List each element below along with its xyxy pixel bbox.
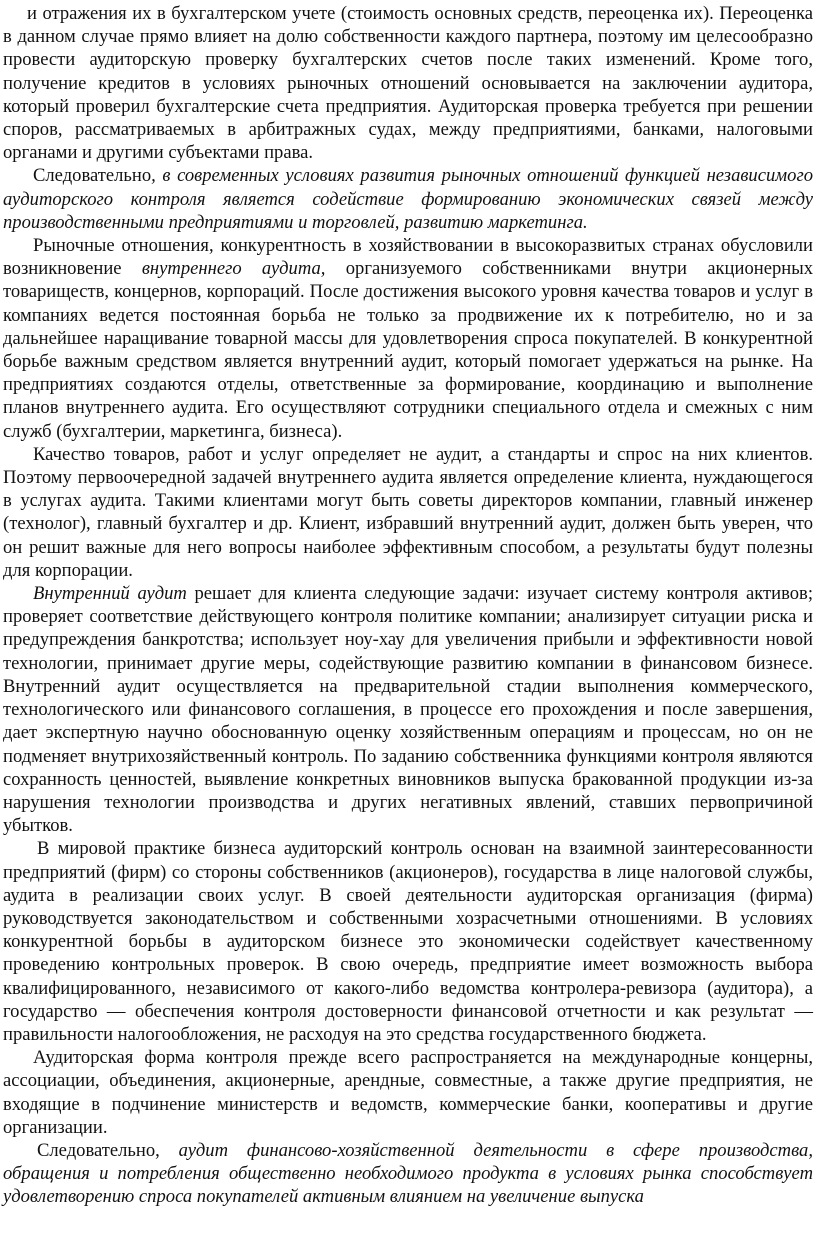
paragraph-5 [3, 582, 813, 837]
paragraph-8-italic-thesis: аудит финансово-хозяйственной деятельности в сфере производства, обращения и потребления общественно необходимого продукта в условиях рынка способствует удовлетворению спроса покупателей активным влиянием на увеличение выпуска [3, 1139, 813, 1208]
paragraph-6-text: В мировой практике бизнеса аудиторский контроль основан на взаимной заинтересованности предприятий (фирм) со стороны собственников (акционеров), государства в лице налоговой службы, аудита в реализации своих услуг. В своей деятельности аудиторская организация (фирма) руководствуется законодательством и собственными хозрасчетными отношениями. В условиях конкурентной борьбы в аудиторском бизнесе это экономически содействует качественному проведению контрольных проверок. В свою очередь, предприятие имеет возможность выбора квалифицированного, независимого от какого-либо ведомства контролера-ревизора (аудитора), а государство — обеспечения контроля достоверности финансовой отчетности и как результат — правильности налогообложения, не расходуя на это средства государственного бюджета. [3, 838, 813, 1045]
paragraph-8-lead: Следовательно, [37, 1139, 179, 1161]
paragraph-3-text-a: Рыночные отношения, конкурентность в хозяйствовании в высокоразвитых странах обусловили возникновение [3, 235, 813, 280]
paragraph-4 [3, 443, 813, 582]
paragraph-2 [3, 164, 813, 234]
paragraph-5-italic-term: Внутренний аудит [33, 583, 187, 605]
paragraph-2-lead: Следовательно [33, 165, 152, 187]
paragraph-7 [3, 1046, 813, 1139]
paragraph-3-italic-term: внутреннего аудита, [141, 258, 326, 280]
paragraph-5-text: решает для клиента следующие задачи: изучает систему контроля активов; проверяет соответствие действующего контроля политике компании; анализирует ситуации риска и предупреждения банкротства; использует ноу-хау для увеличения прибыли и эффективности новой технологии, принимает другие меры, содействующие развитию компании в финансовом бизнесе. Внутренний аудит осуществляется на предварительной стадии выполнения коммерческого, технологического или финансового соглашения, в процессе его прохождения и после завершения, дает экспертную научно обоснованную оценку хозяйственным операциям и процессам, но он не подменяет внутрихозяйственный контроль. По заданию собственника функциями контроля являются сохранность ценностей, выявление конкретных виновников выпуска бракованной продукции из-за нарушения технологии производства и других негативных явлений, ставших первопричиной убытков. [3, 583, 813, 837]
paragraph-4-text: Качество товаров, работ и услуг определяет не аудит, а стандарты и спрос на них клиентов. Поэтому первоочередной задачей внутреннего аудита является определение клиента, нуждающегося в услугах аудита. Такими клиентами могут быть советы директоров компании, главный инженер (технолог), главный бухгалтер и др. Клиент, избравший внутренний аудит, должен быть уверен, что он решит важные для него вопросы наиболее эффективным способом, а результаты будут полезны для корпорации. [3, 443, 813, 581]
paragraph-7-text: Аудиторская форма контроля прежде всего распространяется на международные концерны, ассоциации, объединения, акционерные, арендные, совместные, а также другие предприятия, не входящие в подчинение министерств и ведомств, коммерческие банки, кооперативы и другие организации. [3, 1047, 813, 1138]
paragraph-3-text-b: организуемого собственниками внутри акционерных товариществ, концернов, корпораций. После достижения высокого уровня качества товаров и услуг в компаниях ведется постоянная борьба не только за продвижение их к потребителю, но и за дальнейшее наращивание товарной массы для удовлетворения спроса покупателей. В конкурентной борьбе важным средством является внутренний аудит, который помогает удержаться на рынке. На предприятиях создаются отделы, ответственные за формирование, координацию и выполнение планов внутреннего аудита. Его осуществляют сотрудники специального отдела и смежных с ним служб (бухгалтерии, маркетинга, бизнеса). [3, 258, 813, 442]
paragraph-1 [3, 2, 813, 164]
paragraph-1-text: и отражения их в бухгалтерском учете (стоимость основных средств, переоценка их). Переоценка в данном случае прямо влияет на долю собственности каждого партнера, поэтому им целесообразно провести аудиторскую проверку бухгалтерских счетов после таких изменений. Кроме того, получение кредитов в условиях рыночных отношений основывается на заключении аудитора, который проверил бухгалтерские счета предприятия. Аудиторская проверка требуется при решении споров, рассматриваемых в арбитражных судах, между предприятиями, банками, налоговыми органами и другими субъектами права. [3, 3, 813, 164]
paragraph-2-italic-thesis: , в современных условиях развития рыночных отношений функцией независимого аудиторского контроля является содействие формированию экономических связей между производственными предприятиями и торговлей, развитию маркетинга. [3, 165, 813, 233]
paragraph-6 [3, 837, 813, 1046]
paragraph-3 [3, 234, 813, 443]
paragraph-8 [3, 1139, 813, 1209]
